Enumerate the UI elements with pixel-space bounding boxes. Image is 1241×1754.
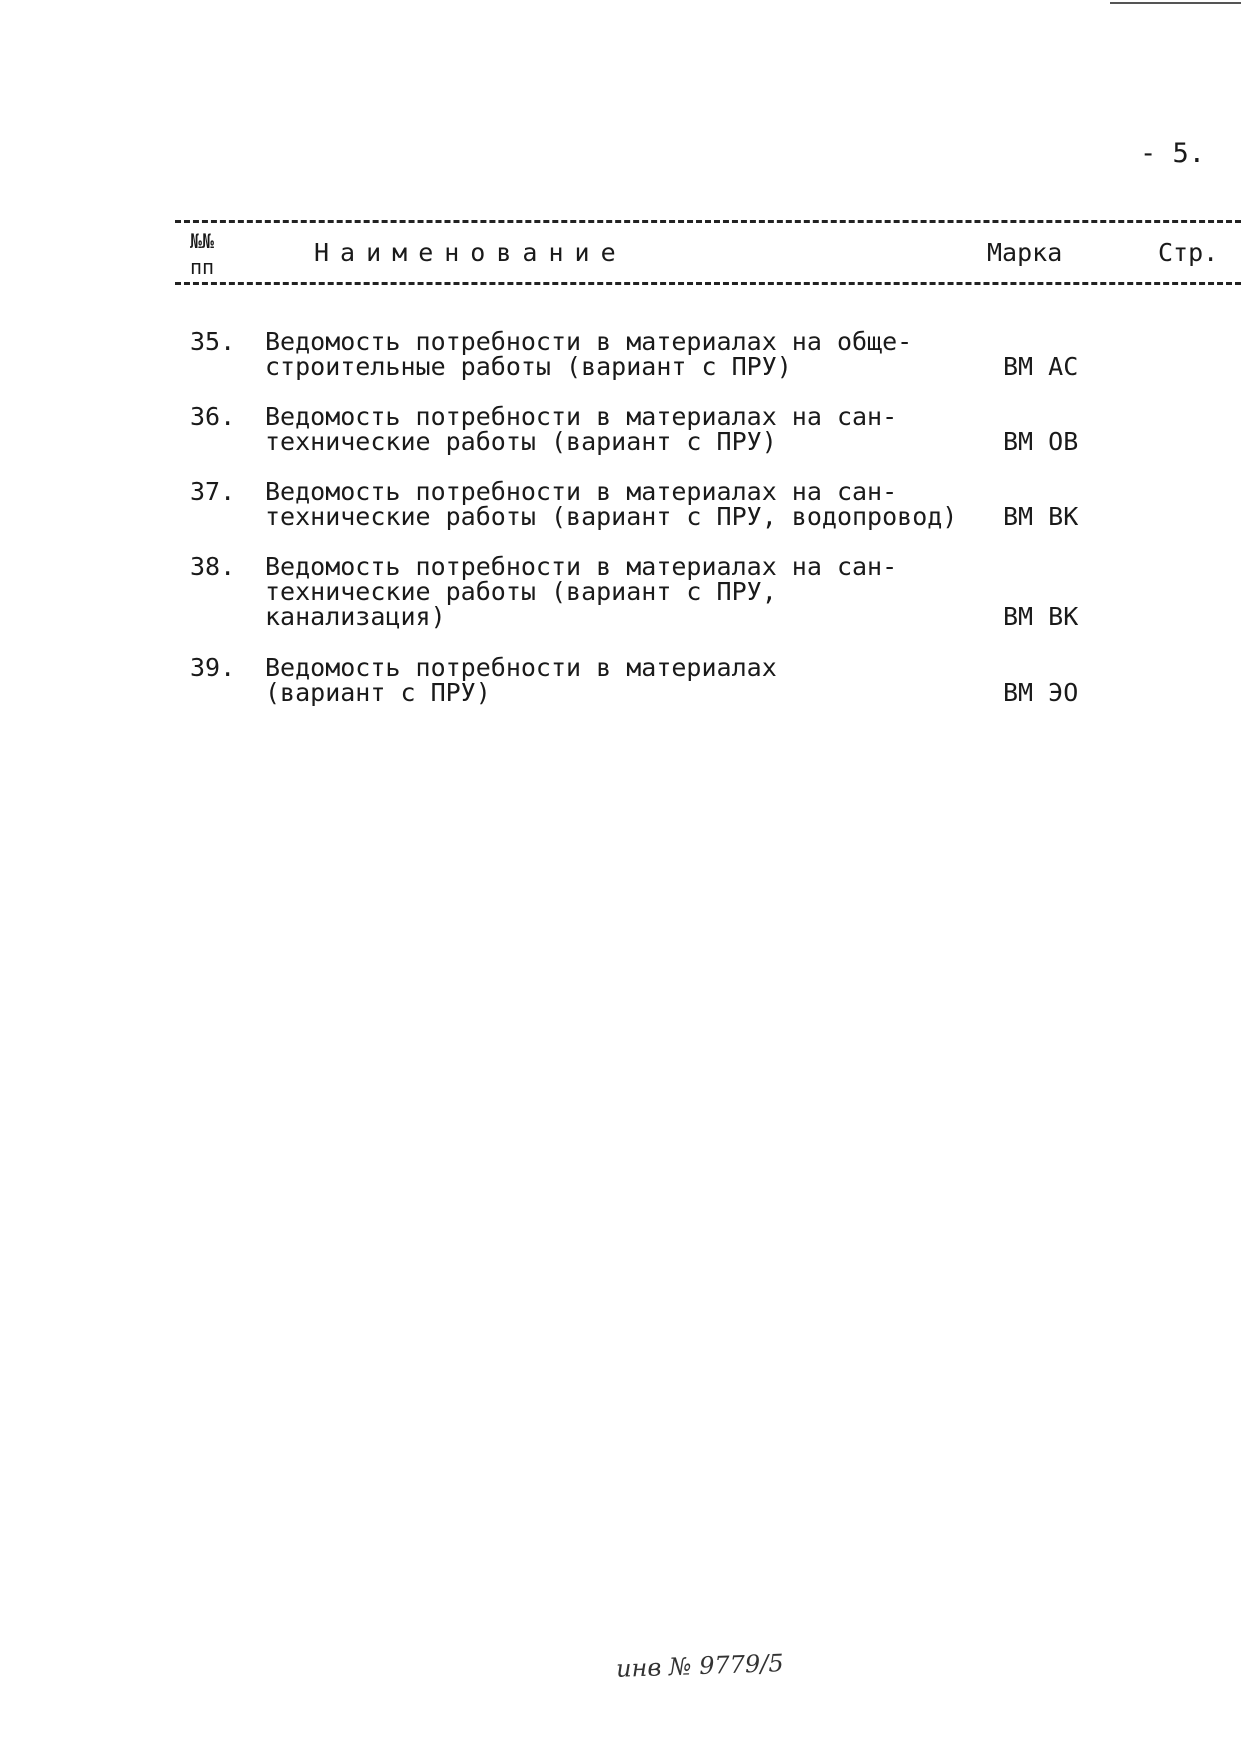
header-name: Наименование [314,238,627,267]
row-number: 37. [190,477,236,506]
page-number: - 5. [1140,138,1206,169]
inventory-stamp: инв № 9779/5 [615,1649,785,1683]
row-number: 35. [190,327,236,356]
row-mark: ВМ АС [1003,352,1079,381]
row-title: Ведомость потребности в материалах на сан- технические работы (вариант с ПРУ, водопровод) [265,477,958,531]
table-top-rule [175,220,1241,223]
table-header-rule [175,282,1241,285]
row-mark: ВМ ВК [1003,502,1079,531]
row-mark: ВМ ЭО [1003,678,1079,707]
row-mark: ВМ ОВ [1003,427,1079,456]
row-title: Ведомость потребности в материалах (вариант с ПРУ) [265,653,777,707]
header-number: №№ пп [190,229,215,279]
header-mark: Марка [987,238,1063,267]
row-mark: ВМ ВК [1003,602,1079,631]
row-title: Ведомость потребности в материалах на обще- строительные работы (вариант с ПРУ) [265,327,913,381]
row-number: 39. [190,653,236,682]
row-number: 36. [190,402,236,431]
row-title: Ведомость потребности в материалах на сан- технические работы (вариант с ПРУ) [265,402,898,456]
row-title: Ведомость потребности в материалах на сан- технические работы (вариант с ПРУ, канализация) [265,552,898,631]
corner-mark [1110,2,1241,4]
row-number: 38. [190,552,236,581]
header-page: Стр. [1158,238,1219,267]
